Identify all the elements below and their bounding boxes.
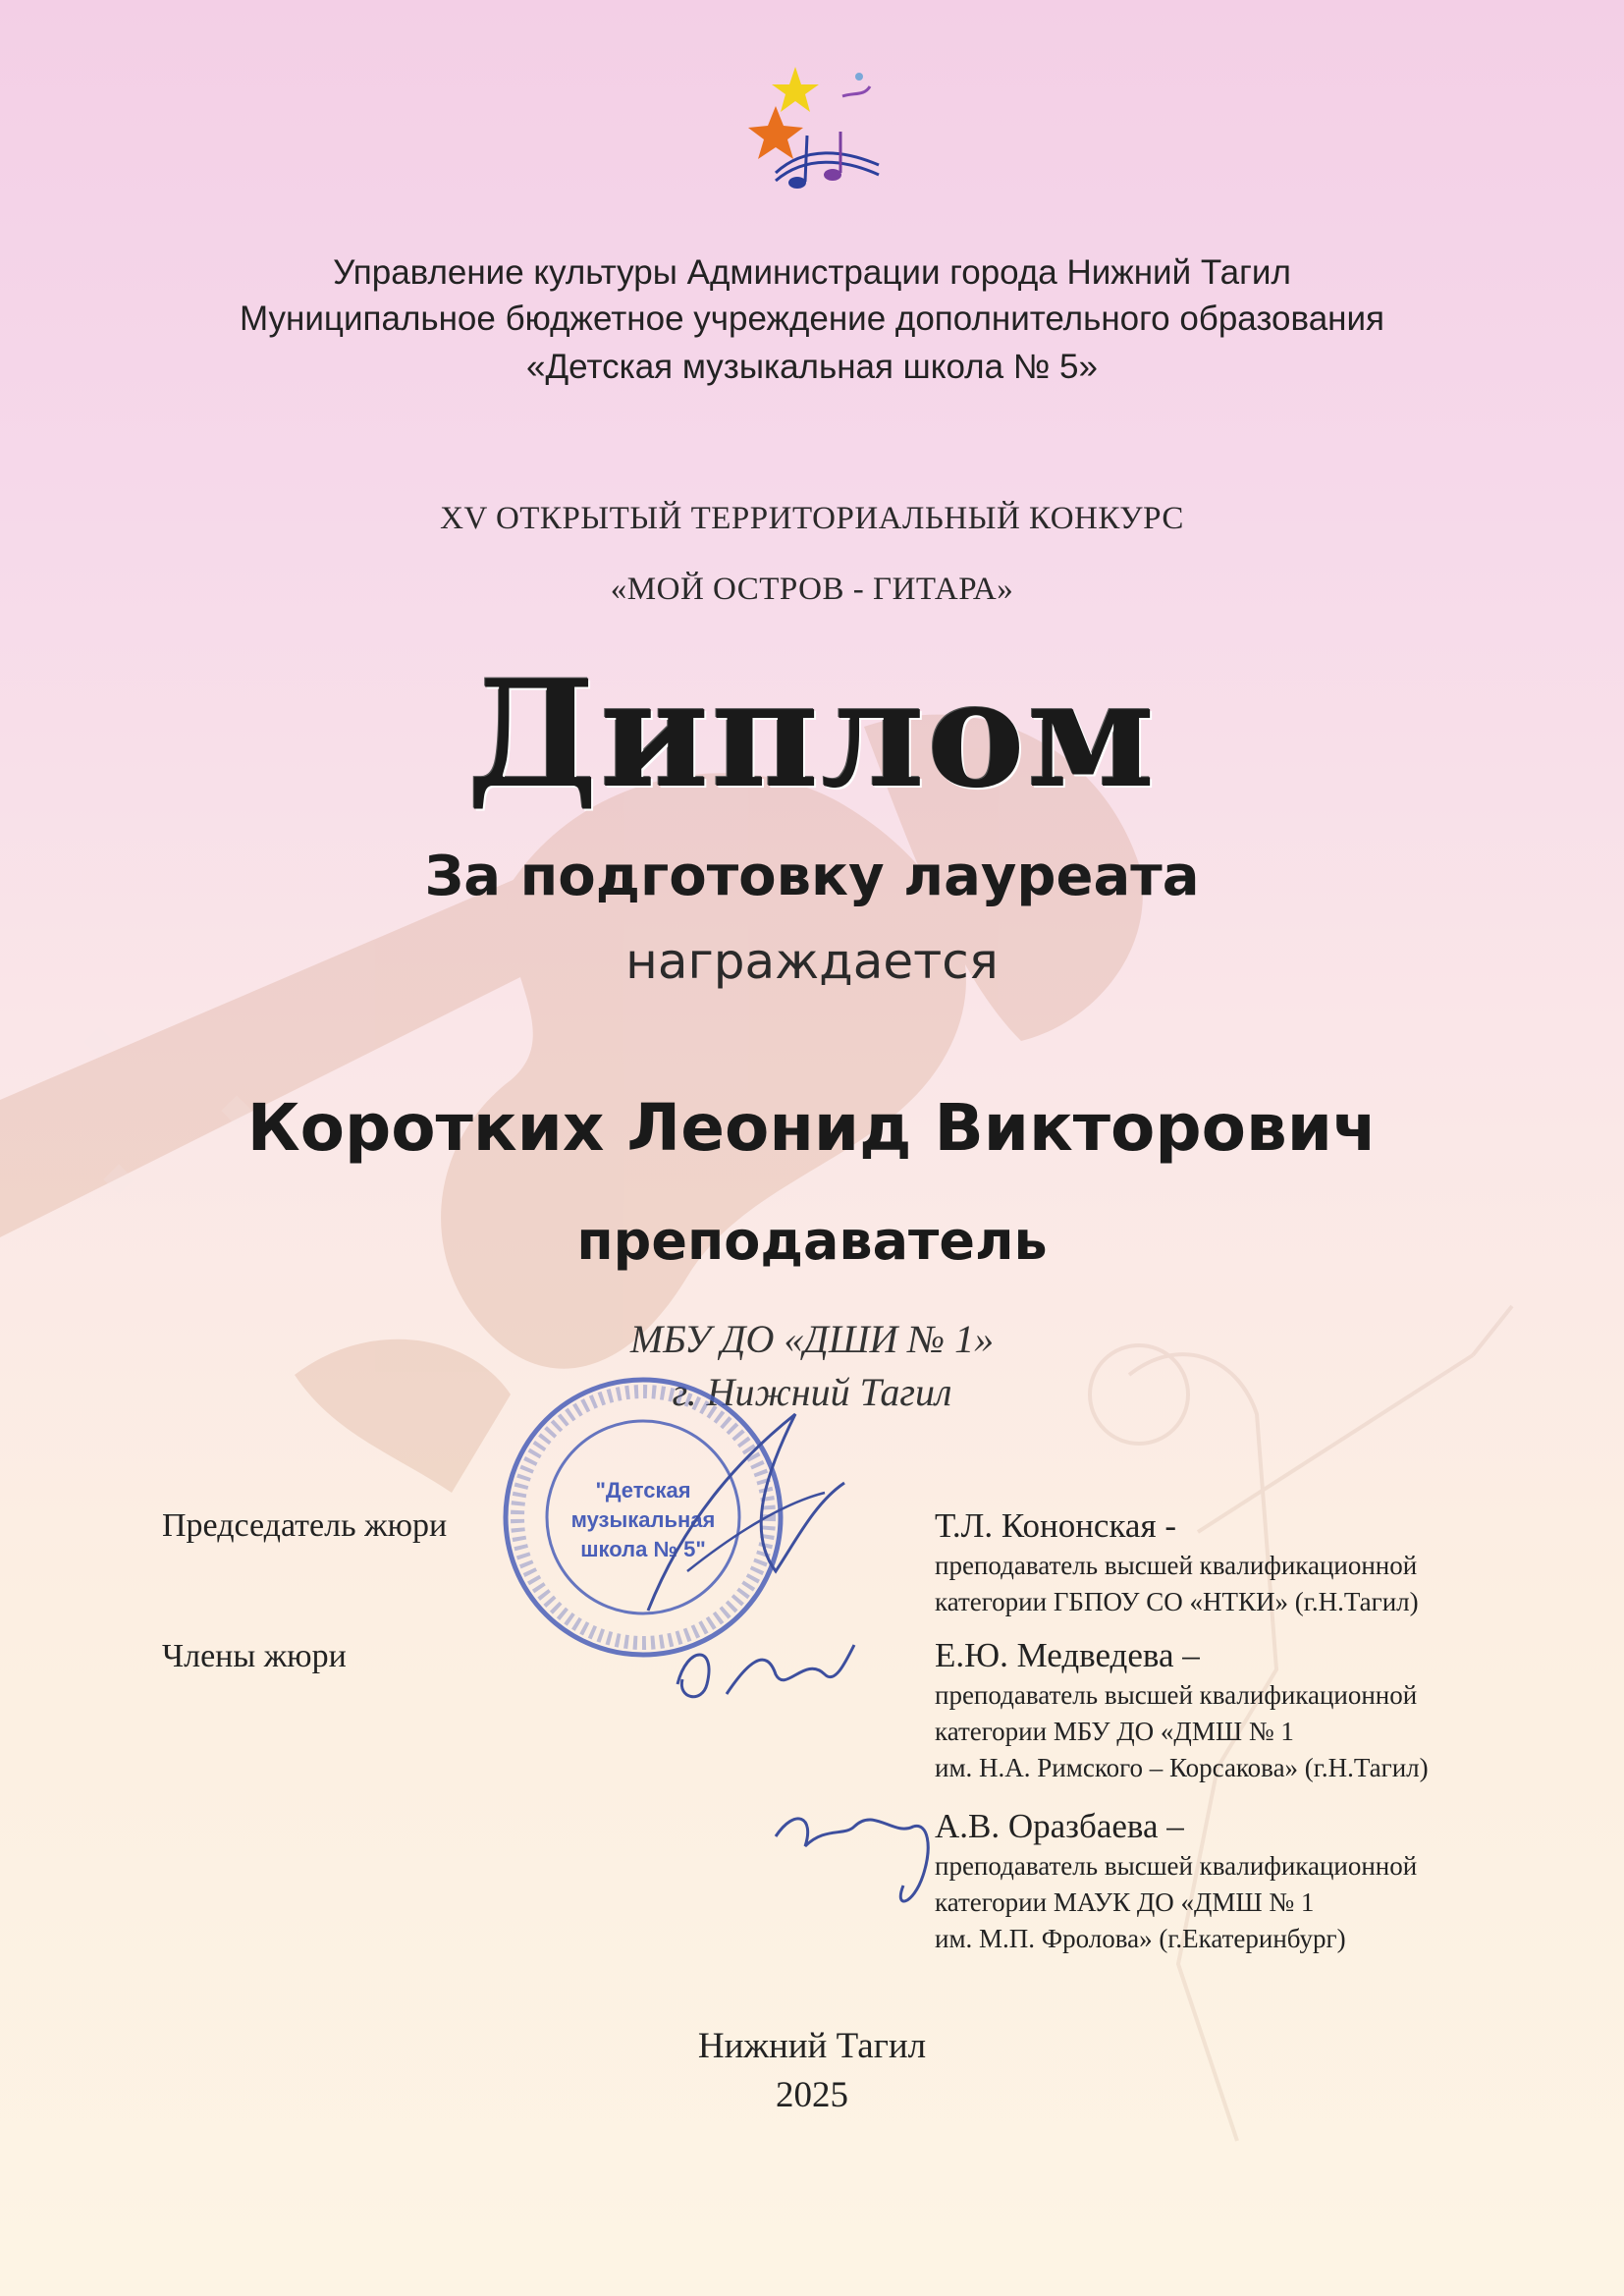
- footer-city: Нижний Тагил: [697, 2026, 927, 2066]
- diploma-subtitle: За подготовку лауреата: [424, 845, 1200, 908]
- jury-member-name: Е.Ю. Медведева –: [935, 1636, 1200, 1674]
- jury-member-description: категории ГБПОУ СО «НТКИ» (г.Н.Тагил): [935, 1587, 1419, 1616]
- awarded-text: награждается: [625, 933, 999, 990]
- contest-line-1: XV ОТКРЫТЫЙ ТЕРРИТОРИАЛЬНЫЙ КОНКУРС: [440, 501, 1184, 536]
- header-line-1: Управление культуры Администрации города Нижний Тагил: [333, 253, 1291, 292]
- jury-member-description: категории МБУ ДО «ДМШ № 1: [935, 1717, 1294, 1746]
- jury-member-description: преподаватель высшей квалификационной: [935, 1680, 1418, 1710]
- recipient-name: Коротких Леонид Викторович: [246, 1090, 1378, 1166]
- jury-member: [935, 1634, 1555, 1786]
- footer-year: 2025: [776, 2075, 848, 2115]
- member-signature-2: [766, 1768, 962, 1915]
- jury-member-description: преподаватель высшей квалификационной: [935, 1551, 1418, 1580]
- jury-member: [935, 1504, 1555, 1620]
- music-school-logo: [736, 57, 893, 204]
- jury-member-description: им. Н.А. Римского – Корсакова» (г.Н.Тагил): [935, 1753, 1429, 1782]
- jury-members-label: Члены жюри: [162, 1638, 347, 1674]
- stamp-text-line-1: "Детская: [595, 1478, 691, 1503]
- jury-member-name: А.В. Оразбаева –: [935, 1807, 1184, 1845]
- header-line-2: Муниципальное бюджетное учреждение дополнительного образования: [240, 300, 1384, 338]
- stamp-text-line-3: школа № 5": [580, 1537, 706, 1561]
- jury-member-description: им. М.П. Фролова» (г.Екатеринбург): [935, 1924, 1346, 1953]
- header-line-3: «Детская музыкальная школа № 5»: [526, 348, 1098, 386]
- member-signature-1: [658, 1606, 893, 1723]
- jury-member-description: категории МАУК ДО «ДМШ № 1: [935, 1887, 1315, 1917]
- recipient-organization: МБУ ДО «ДШИ № 1»: [629, 1317, 995, 1361]
- contest-line-2: «МОЙ ОСТРОВ - ГИТАРА»: [610, 572, 1014, 607]
- stamp-text-line-2: музыкальная: [570, 1507, 716, 1532]
- jury-member-description: преподаватель высшей квалификационной: [935, 1851, 1418, 1881]
- jury-chair-label: Председатель жюри: [162, 1507, 448, 1544]
- jury-member-name: Т.Л. Кононская -: [935, 1506, 1176, 1545]
- diploma-title: Диплом: [466, 648, 1158, 821]
- recipient-city: г. Нижний Тагил: [672, 1370, 952, 1414]
- recipient-position: преподаватель: [576, 1210, 1048, 1272]
- jury-member: [935, 1805, 1555, 1957]
